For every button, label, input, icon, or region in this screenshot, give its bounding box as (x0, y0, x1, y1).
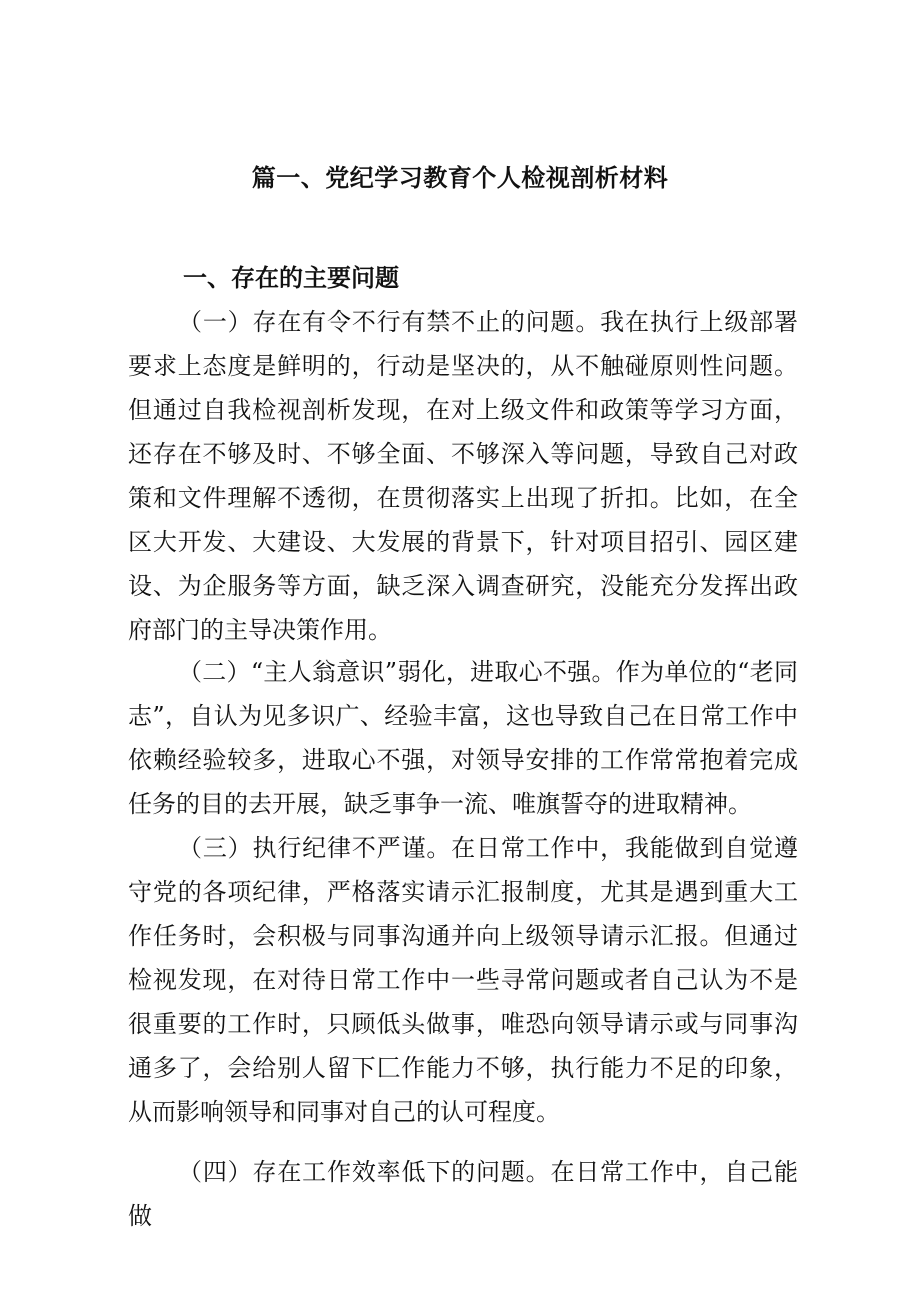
document-title: 篇一、党纪学习教育个人检视剖析材料 (251, 163, 669, 192)
paragraph-4: （四）存在工作效率低下的问题。在日常工作中，自己能做 (128, 1158, 798, 1230)
paragraph-2: （二）“主人翁意识”弱化，进取心不强。作为单位的“老同志”，自认为见多识广、经验丰富，这也导致自己在日常工作中依赖经验较多，进取心不强，对领导安排的工作常常抱着完成任务的目的去开展，缺乏事争一流、唯旗誓夺的进取精神。 (128, 658, 798, 818)
section-heading: 一、存在的主要问题 (183, 263, 399, 292)
paragraph-3: （三）执行纪律不严谨。在日常工作中，我能做到自觉遵守党的各项纪律，严格落实请示汇报制度，尤其是遇到重大工作任务时，会积极与同事沟通并向上级领导请示汇报。但通过检视发现，在对待日常工作中一些寻常问题或者自己认为不是很重要的工作时，只顾低头做事，唯恐向领导请示或与同事沟通多了，会给别人留下匚作能力不够，执行能力不足的印象，从而影响领导和同事对自己的认可程度。 (128, 834, 798, 1126)
paragraph-1: （一）存在有令不行有禁不止的问题。我在执行上级部署要求上态度是鲜明的，行动是坚决的，从不触碰原则性问题。但通过自我检视剖析发现，在对上级文件和政策等学习方面，还存在不够及时、不够全面、不够深入等问题，导致自己对政策和文件理解不透彻，在贯彻落实上出现了折扣。比如，在全区大开发、大建设、大发展的背景下，针对项目招引、园区建设、为企服务等方面，缺乏深入调查研究，没能充分发挥出政府部门的主导决策作用。 (128, 308, 798, 644)
